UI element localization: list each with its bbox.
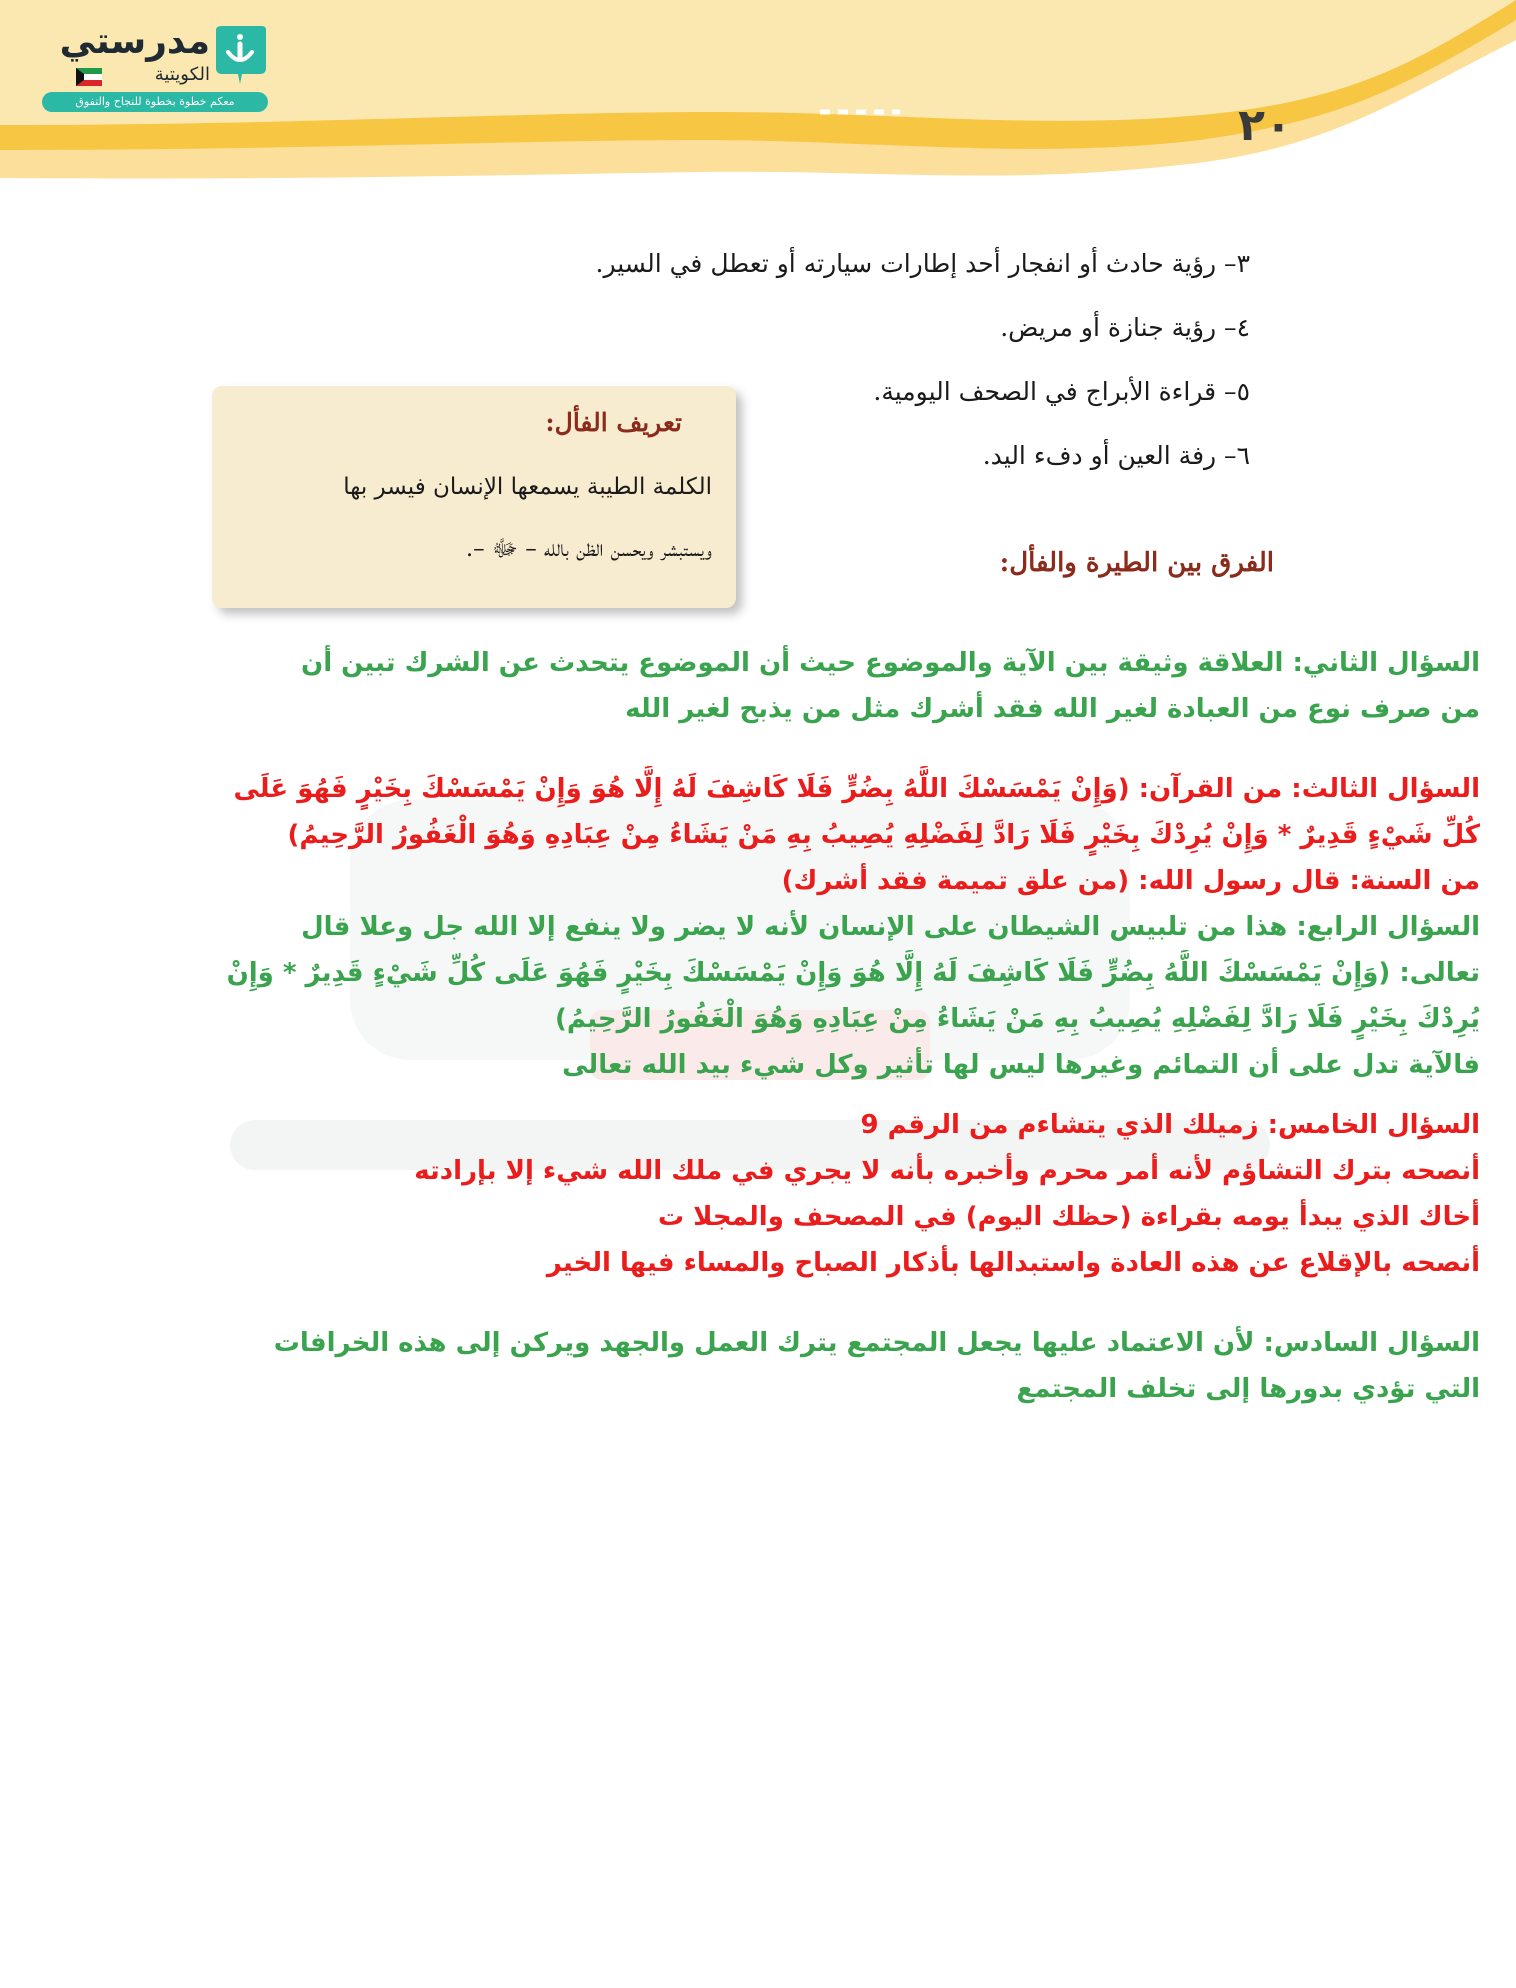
list-item: ٥– قراءة الأبراج في الصحف اليومية. <box>873 377 1250 406</box>
page-number: ٢٠ <box>1238 100 1292 151</box>
answer-q5-line: أخاك الذي يبدأ يومه بقراءة (حظك اليوم) في المصحف والمجلا ت <box>657 1202 1480 1232</box>
answer-q4-line: السؤال الرابع: هذا من تلبيس الشيطان على الإنسان لأنه لا يضر ولا ينفع إلا الله جل وعلا قال <box>301 912 1480 942</box>
answer-q5-line: السؤال الخامس: زميلك الذي يتشاءم من الرقم 9 <box>860 1110 1480 1140</box>
answer-q3-line: كُلِّ شَيْءٍ قَدِيرٌ * وَإِنْ يُرِدْكَ بِخَيْرٍ فَلَا رَادَّ لِفَضْلِهِ يُصِيبُ بِهِ مَنْ يَشَاءُ مِنْ عِبَادِهِ وَهُوَ الْغَفُورُ الرَّحِيمُ) <box>287 820 1480 850</box>
definition-line: ويستبشر ويحسن الظن بالله – ﷻ –. <box>465 536 712 562</box>
answer-q6-line: السؤال السادس: لأن الاعتماد عليها يجعل المجتمع يترك العمل والجهد ويركن إلى هذه الخرافات <box>273 1328 1480 1358</box>
answer-q5-line: أنصحه بترك التشاؤم لأنه أمر محرم وأخبره بأنه لا يجري في ملك الله شيء إلا بإرادته <box>414 1156 1480 1186</box>
answer-q4-line: يُرِدْكَ بِخَيْرٍ فَلَا رَادَّ لِفَضْلِهِ يُصِيبُ بِهِ مَنْ يَشَاءُ مِنْ عِبَادِهِ وَهُوَ الْغَفُورُ الرَّحِيمُ) <box>555 1004 1480 1034</box>
answers-section <box>50 640 1480 1412</box>
difference-heading: الفرق بين الطيرة والفأل: <box>999 548 1274 578</box>
logo-title: مدرستي <box>59 21 210 62</box>
list-item: ٤– رؤية جنازة أو مريض. <box>1000 313 1250 342</box>
answer-q2-line: السؤال الثاني: العلاقة وثيقة بين الآية والموضوع حيث أن الموضوع يتحدث عن الشرك تبين أن <box>301 648 1480 678</box>
list-item: ٣– رؤية حادث أو انفجار أحد إطارات سيارته أو تعطل في السير. <box>595 249 1250 278</box>
site-logo[interactable] <box>38 20 270 116</box>
answer-q3-line: من السنة: قال رسول الله: (من علق تميمة فقد أشرك) <box>781 866 1480 896</box>
logo-tagline: معكم خطوة بخطوة للنجاح والتفوق <box>42 92 268 112</box>
definition-title: تعريف الفأل: <box>545 408 682 437</box>
kuwait-flag-icon <box>76 68 102 86</box>
logo-subtitle: الكويتية <box>154 64 210 85</box>
definition-box <box>212 386 736 608</box>
definition-line: الكلمة الطيبة يسمعها الإنسان فيسر بها <box>343 474 712 500</box>
answer-q5-line: أنصحه بالإقلاع عن هذه العادة واستبدالها بأذكار الصباح والمساء فيها الخير <box>546 1248 1480 1278</box>
answer-q2-line: من صرف نوع من العبادة لغير الله فقد أشرك مثل من يذبح لغير الله <box>625 694 1480 724</box>
logo-book-icon <box>212 24 268 86</box>
answer-q6-line: التي تؤدي بدورها إلى تخلف المجتمع <box>1016 1374 1480 1404</box>
definition-text <box>232 456 712 580</box>
answer-q4-line: تعالى: (وَإِنْ يَمْسَسْكَ اللَّهُ بِضُرٍّ فَلَا كَاشِفَ لَهُ إِلَّا هُوَ وَإِنْ يَمْسَسْكَ بِخَيْرٍ فَهُوَ عَلَى كُلِّ شَيْءٍ قَدِيرٌ * وَإِنْ <box>226 958 1480 988</box>
list-item: ٦– رفة العين أو دفء اليد. <box>982 441 1250 470</box>
answer-q3-line: السؤال الثالث: من القرآن: (وَإِنْ يَمْسَسْكَ اللَّهُ بِضُرٍّ فَلَا كَاشِفَ لَهُ إِلَّا هُوَ وَإِنْ يَمْسَسْكَ بِخَيْرٍ فَهُوَ عَلَى <box>233 774 1480 804</box>
answer-q4-line: فالآية تدل على أن التمائم وغيرها ليس لها تأثير وكل شيء بيد الله تعالى <box>562 1050 1480 1080</box>
